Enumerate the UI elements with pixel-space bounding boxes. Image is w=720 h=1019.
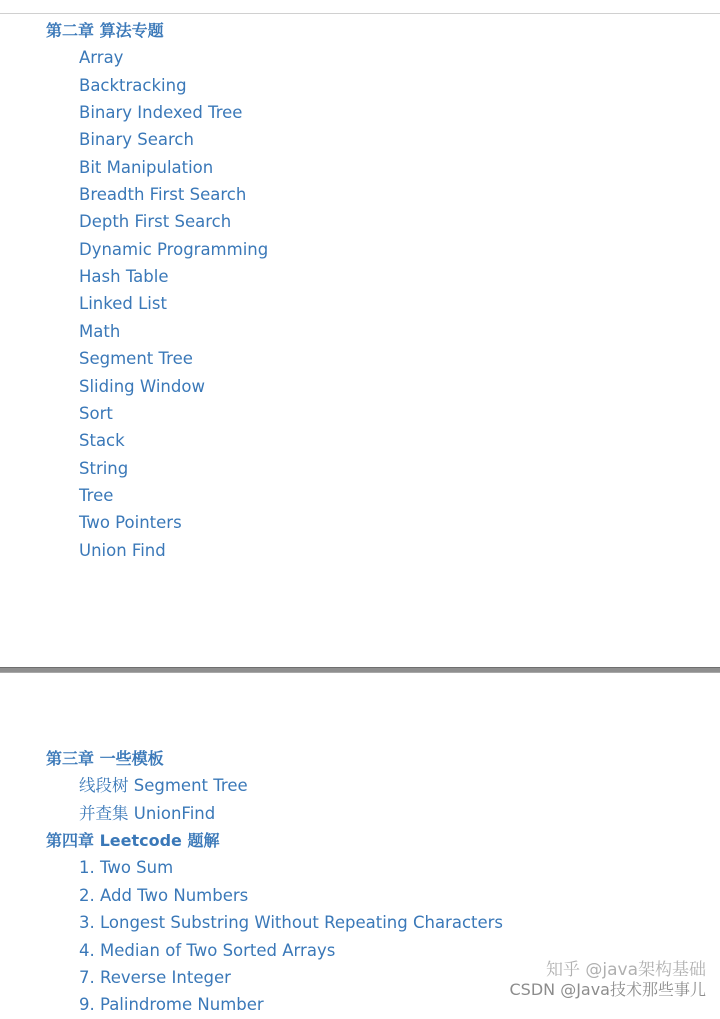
toc-item-linked-list[interactable]: Linked List: [79, 294, 167, 314]
toc-item-bit-manipulation[interactable]: Bit Manipulation: [79, 157, 214, 177]
toc-item-array[interactable]: Array: [79, 48, 124, 68]
toc-item-reverse-integer[interactable]: 7. Reverse Integer: [79, 967, 231, 987]
chapter-4-heading[interactable]: 第四章 Leetcode 题解: [46, 831, 220, 851]
toc-item-depth-first-search[interactable]: Depth First Search: [79, 212, 232, 232]
toc-item-breadth-first-search[interactable]: Breadth First Search: [79, 185, 247, 205]
pdf-page-1: [0, 14, 720, 667]
toc-item-tree[interactable]: Tree: [79, 485, 114, 505]
toc-item-two-sum[interactable]: 1. Two Sum: [79, 858, 174, 878]
toc-item-longest-substring[interactable]: 3. Longest Substring Without Repeating Characters: [79, 913, 504, 933]
toc-item-hash-table[interactable]: Hash Table: [79, 267, 169, 287]
toc-item-math[interactable]: Math: [79, 321, 121, 341]
toc-item-add-two-numbers[interactable]: 2. Add Two Numbers: [79, 885, 249, 905]
toc-item-dynamic-programming[interactable]: Dynamic Programming: [79, 239, 269, 259]
toc-item-binary-search[interactable]: Binary Search: [79, 130, 194, 150]
toc-item-palindrome-number[interactable]: 9. Palindrome Number: [79, 995, 264, 1015]
chapter-2-heading[interactable]: 第二章 算法专题: [46, 21, 164, 40]
toc-item-stack[interactable]: Stack: [79, 431, 125, 451]
toc-item-median-sorted-arrays[interactable]: 4. Median of Two Sorted Arrays: [79, 940, 336, 960]
toc-chapter-2: [0, 17, 720, 564]
toc-item-sliding-window[interactable]: Sliding Window: [79, 376, 205, 396]
toc-item-sort[interactable]: Sort: [79, 403, 113, 423]
top-border: [0, 0, 720, 14]
toc-item-binary-indexed-tree[interactable]: Binary Indexed Tree: [79, 103, 243, 123]
watermark-zhihu: 知乎 @java架构基础: [545, 960, 706, 980]
toc-item-segment-tree[interactable]: Segment Tree: [79, 349, 193, 369]
toc-item-string[interactable]: String: [79, 458, 129, 478]
toc-item-segment-tree-template[interactable]: 线段树 Segment Tree: [79, 776, 248, 796]
toc-item-two-pointers[interactable]: Two Pointers: [79, 513, 182, 533]
watermark-csdn: CSDN @Java技术那些事儿: [509, 980, 706, 999]
toc-item-backtracking[interactable]: Backtracking: [79, 75, 187, 95]
chapter-3-heading[interactable]: 第三章 一些模板: [46, 749, 164, 768]
pdf-page-2: [0, 673, 720, 1015]
toc-item-unionfind-template[interactable]: 并查集 UnionFind: [79, 803, 216, 823]
toc-chapter-3-4: [0, 745, 720, 1019]
toc-item-union-find[interactable]: Union Find: [79, 540, 166, 560]
